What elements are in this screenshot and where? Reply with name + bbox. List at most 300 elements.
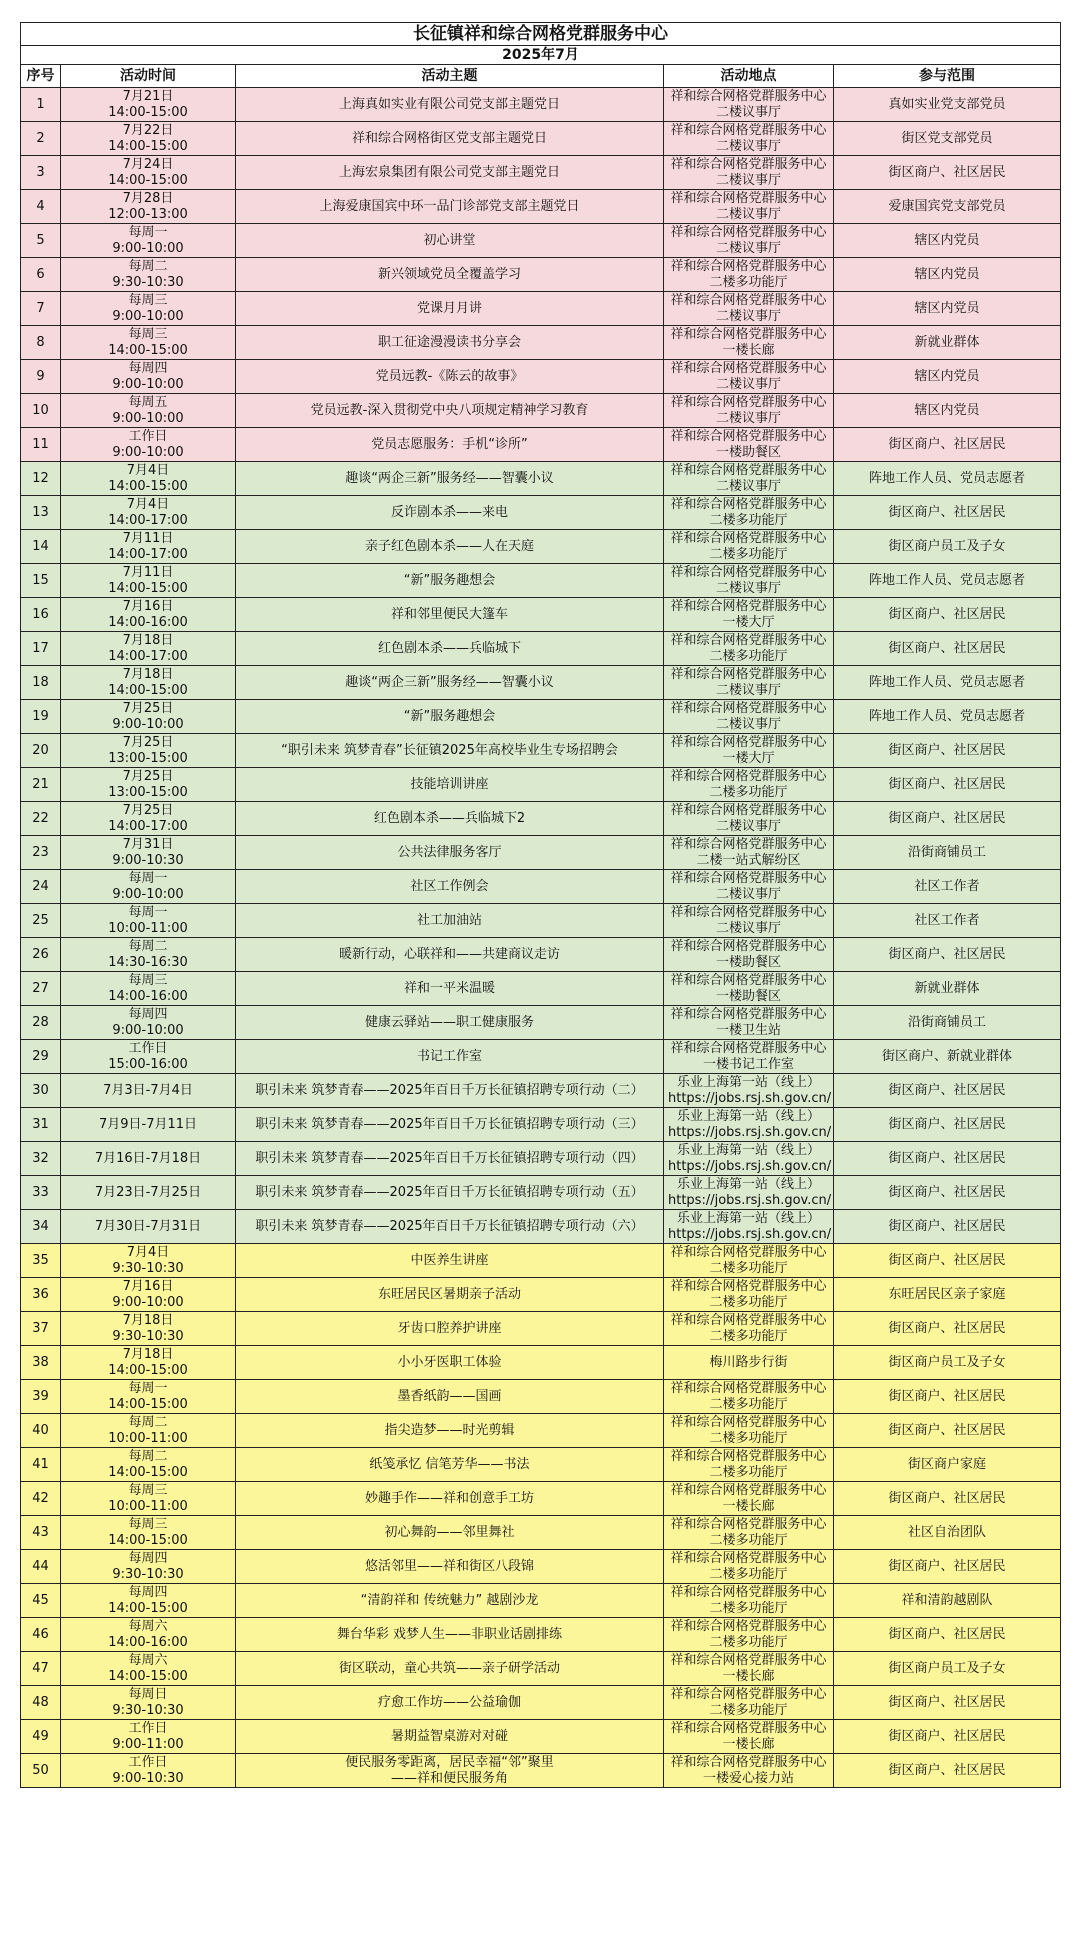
table-row bbox=[21, 938, 1061, 972]
cell-no: 3 bbox=[21, 156, 61, 190]
cell-place bbox=[664, 360, 834, 394]
cell-topic-line: 暑期益智桌游对对碰 bbox=[390, 1728, 508, 1744]
cell-time-line: 7月16日 bbox=[122, 598, 174, 614]
cell-topic-line: 小小牙医职工体验 bbox=[397, 1354, 502, 1370]
cell-topic bbox=[236, 496, 664, 530]
cell-topic bbox=[236, 1652, 664, 1686]
cell-scope: 沿街商铺员工 bbox=[834, 1006, 1061, 1040]
cell-scope: 街区商户、社区居民 bbox=[834, 768, 1061, 802]
cell-scope: 街区商户、新就业群体 bbox=[834, 1040, 1061, 1074]
cell-topic-line: 红色剧本杀——兵临城下2 bbox=[373, 810, 526, 826]
cell-place-line: 二楼议事厅 bbox=[715, 716, 781, 732]
table-row bbox=[21, 1040, 1061, 1074]
cell-place-line: 一楼助餐区 bbox=[715, 988, 781, 1004]
cell-place-line: 二楼多功能厅 bbox=[709, 648, 788, 664]
cell-topic bbox=[236, 258, 664, 292]
cell-place-line: 祥和综合网格党群服务中心 bbox=[670, 666, 827, 682]
schedule-sheet bbox=[20, 22, 1060, 1788]
cell-no: 45 bbox=[21, 1584, 61, 1618]
cell-topic bbox=[236, 564, 664, 598]
cell-no: 12 bbox=[21, 462, 61, 496]
cell-time bbox=[61, 1550, 236, 1584]
cell-place-line: 祥和综合网格党群服务中心 bbox=[670, 802, 827, 818]
cell-place-line: 一楼长廊 bbox=[722, 1736, 775, 1752]
cell-topic bbox=[236, 462, 664, 496]
cell-no: 21 bbox=[21, 768, 61, 802]
table-row bbox=[21, 904, 1061, 938]
cell-time bbox=[61, 938, 236, 972]
cell-no: 2 bbox=[21, 122, 61, 156]
table-row bbox=[21, 1584, 1061, 1618]
cell-place bbox=[664, 292, 834, 326]
table-row bbox=[21, 1380, 1061, 1414]
cell-place-line: 乐业上海第一站（线上） bbox=[676, 1074, 820, 1090]
cell-time bbox=[61, 496, 236, 530]
cell-place-line: 梅川路步行街 bbox=[709, 1354, 788, 1370]
cell-time bbox=[61, 1346, 236, 1380]
cell-time-line: 7月31日 bbox=[122, 836, 174, 852]
cell-topic bbox=[236, 1244, 664, 1278]
header-topic: 活动主题 bbox=[236, 65, 664, 88]
cell-topic-line: 职引未来 筑梦青春——2025年百日千万长征镇招聘专项行动（五） bbox=[255, 1184, 644, 1200]
cell-time-line: 10:00-11:00 bbox=[108, 1430, 188, 1446]
cell-time bbox=[61, 1618, 236, 1652]
cell-scope: 街区商户、社区居民 bbox=[834, 734, 1061, 768]
table-row bbox=[21, 768, 1061, 802]
cell-topic-line: 健康云驿站——职工健康服务 bbox=[364, 1014, 534, 1030]
cell-time-line: 14:00-15:00 bbox=[108, 1600, 188, 1616]
cell-place-line: 乐业上海第一站（线上） bbox=[676, 1176, 820, 1192]
cell-place-line: 二楼多功能厅 bbox=[709, 1702, 788, 1718]
cell-place-line: 二楼多功能厅 bbox=[709, 1396, 788, 1412]
cell-time-line: 7月4日 bbox=[126, 462, 170, 478]
cell-topic bbox=[236, 768, 664, 802]
cell-scope: 社区自治团队 bbox=[834, 1516, 1061, 1550]
cell-time bbox=[61, 258, 236, 292]
cell-place-line: 二楼议事厅 bbox=[715, 172, 781, 188]
cell-topic-line: 祥和一平米温暖 bbox=[403, 980, 495, 996]
cell-topic bbox=[236, 1720, 664, 1754]
cell-no: 17 bbox=[21, 632, 61, 666]
cell-scope: 街区商户员工及子女 bbox=[834, 530, 1061, 564]
cell-place-line: 一楼卫生站 bbox=[715, 1022, 781, 1038]
cell-place bbox=[664, 88, 834, 122]
cell-place bbox=[664, 1448, 834, 1482]
cell-time-line: 7月18日 bbox=[122, 666, 174, 682]
cell-time-line: 9:00-10:00 bbox=[112, 308, 184, 324]
cell-topic-line: 书记工作室 bbox=[416, 1048, 482, 1064]
cell-no: 19 bbox=[21, 700, 61, 734]
cell-topic bbox=[236, 1142, 664, 1176]
cell-time bbox=[61, 530, 236, 564]
table-row bbox=[21, 1414, 1061, 1448]
cell-place-line: 一楼书记工作室 bbox=[702, 1056, 794, 1072]
cell-time-line: 14:00-15:00 bbox=[108, 342, 188, 358]
cell-place bbox=[664, 1618, 834, 1652]
cell-place bbox=[664, 734, 834, 768]
cell-no: 30 bbox=[21, 1074, 61, 1108]
cell-place-line: 二楼多功能厅 bbox=[709, 546, 788, 562]
cell-time-line: 9:00-10:00 bbox=[112, 444, 184, 460]
cell-topic-line: 趣谈“两企三新”服务经——智囊小议 bbox=[345, 470, 554, 486]
cell-topic bbox=[236, 802, 664, 836]
cell-topic-line: 红色剧本杀——兵临城下 bbox=[377, 640, 521, 656]
cell-no: 13 bbox=[21, 496, 61, 530]
cell-topic-line: 公共法律服务客厅 bbox=[397, 844, 502, 860]
cell-topic bbox=[236, 1584, 664, 1618]
cell-topic-line: 趣谈“两企三新”服务经——智囊小议 bbox=[345, 674, 554, 690]
table-row bbox=[21, 394, 1061, 428]
cell-no: 4 bbox=[21, 190, 61, 224]
cell-topic-line: 新兴领域党员全覆盖学习 bbox=[377, 266, 521, 282]
cell-no: 50 bbox=[21, 1754, 61, 1788]
cell-place bbox=[664, 428, 834, 462]
cell-topic bbox=[236, 1686, 664, 1720]
cell-place-line: 祥和综合网格党群服务中心 bbox=[670, 1550, 827, 1566]
cell-time-line: 7月25日 bbox=[122, 802, 174, 818]
cell-place bbox=[664, 1210, 834, 1244]
table-title: 长征镇祥和综合网格党群服务中心 bbox=[21, 23, 1061, 46]
cell-place-line: 二楼议事厅 bbox=[715, 818, 781, 834]
cell-topic bbox=[236, 394, 664, 428]
cell-time-line: 14:00-15:00 bbox=[108, 682, 188, 698]
cell-scope: 阵地工作人员、党员志愿者 bbox=[834, 462, 1061, 496]
cell-no: 49 bbox=[21, 1720, 61, 1754]
cell-time bbox=[61, 904, 236, 938]
table-row bbox=[21, 496, 1061, 530]
cell-time bbox=[61, 224, 236, 258]
cell-time-line: 9:00-10:30 bbox=[112, 852, 184, 868]
cell-time-line: 每周四 bbox=[128, 1584, 168, 1600]
cell-time-line: 9:00-11:00 bbox=[112, 1736, 184, 1752]
cell-scope: 街区商户、社区居民 bbox=[834, 1720, 1061, 1754]
cell-place-line: 祥和综合网格党群服务中心 bbox=[670, 224, 827, 240]
cell-topic-line: 亲子红色剧本杀——人在天庭 bbox=[364, 538, 534, 554]
table-row bbox=[21, 1312, 1061, 1346]
cell-topic bbox=[236, 1516, 664, 1550]
cell-time-line: 每周二 bbox=[128, 938, 168, 954]
cell-no: 10 bbox=[21, 394, 61, 428]
cell-no: 27 bbox=[21, 972, 61, 1006]
cell-no: 39 bbox=[21, 1380, 61, 1414]
cell-place-line: 二楼多功能厅 bbox=[709, 512, 788, 528]
cell-time bbox=[61, 360, 236, 394]
cell-place-line: 二楼议事厅 bbox=[715, 410, 781, 426]
table-row bbox=[21, 1652, 1061, 1686]
cell-place bbox=[664, 190, 834, 224]
cell-topic-line: 党课月月讲 bbox=[416, 300, 482, 316]
cell-place bbox=[664, 1346, 834, 1380]
cell-time bbox=[61, 190, 236, 224]
table-row bbox=[21, 1550, 1061, 1584]
cell-no: 47 bbox=[21, 1652, 61, 1686]
cell-topic-line: 技能培训讲座 bbox=[410, 776, 489, 792]
cell-topic bbox=[236, 88, 664, 122]
cell-topic bbox=[236, 1448, 664, 1482]
cell-place-line: 祥和综合网格党群服务中心 bbox=[670, 156, 827, 172]
table-subtitle: 2025年7月 bbox=[21, 46, 1061, 65]
cell-no: 34 bbox=[21, 1210, 61, 1244]
cell-time bbox=[61, 1142, 236, 1176]
cell-scope: 祥和清韵越剧队 bbox=[834, 1584, 1061, 1618]
cell-no: 31 bbox=[21, 1108, 61, 1142]
cell-topic-line: 街区联动，童心共筑——亲子研学活动 bbox=[338, 1660, 560, 1676]
cell-topic bbox=[236, 1380, 664, 1414]
cell-no: 36 bbox=[21, 1278, 61, 1312]
cell-time-line: 14:00-15:00 bbox=[108, 1532, 188, 1548]
cell-place bbox=[664, 1380, 834, 1414]
cell-place-line: 一楼大厅 bbox=[722, 750, 775, 766]
cell-topic-line: 上海宏泉集团有限公司党支部主题党日 bbox=[338, 164, 560, 180]
cell-place-line: 二楼议事厅 bbox=[715, 376, 781, 392]
cell-time-line: 工作日 bbox=[128, 1720, 168, 1736]
cell-place-line: 二楼议事厅 bbox=[715, 886, 781, 902]
cell-time-line: 7月22日 bbox=[122, 122, 174, 138]
cell-scope: 辖区内党员 bbox=[834, 292, 1061, 326]
cell-place bbox=[664, 666, 834, 700]
cell-place-line: 一楼助餐区 bbox=[715, 444, 781, 460]
cell-time-line: 7月25日 bbox=[122, 768, 174, 784]
cell-no: 8 bbox=[21, 326, 61, 360]
cell-place-line: 二楼多功能厅 bbox=[709, 1260, 788, 1276]
cell-time bbox=[61, 1312, 236, 1346]
cell-no: 44 bbox=[21, 1550, 61, 1584]
cell-scope: 街区商户、社区居民 bbox=[834, 1686, 1061, 1720]
cell-no: 38 bbox=[21, 1346, 61, 1380]
cell-no: 11 bbox=[21, 428, 61, 462]
cell-scope: 新就业群体 bbox=[834, 326, 1061, 360]
cell-time-line: 每周一 bbox=[128, 904, 168, 920]
cell-time-line: 9:00-10:00 bbox=[112, 410, 184, 426]
cell-scope: 辖区内党员 bbox=[834, 224, 1061, 258]
cell-no: 15 bbox=[21, 564, 61, 598]
cell-scope: 社区工作者 bbox=[834, 870, 1061, 904]
cell-place bbox=[664, 496, 834, 530]
cell-no: 48 bbox=[21, 1686, 61, 1720]
cell-time-line: 7月4日 bbox=[126, 1244, 170, 1260]
table-row bbox=[21, 224, 1061, 258]
cell-no: 29 bbox=[21, 1040, 61, 1074]
cell-no: 42 bbox=[21, 1482, 61, 1516]
cell-time bbox=[61, 1040, 236, 1074]
table-row bbox=[21, 292, 1061, 326]
table-row bbox=[21, 1516, 1061, 1550]
cell-topic-line: 职引未来 筑梦青春——2025年百日千万长征镇招聘专项行动（六） bbox=[255, 1218, 644, 1234]
cell-place-line: 二楼议事厅 bbox=[715, 104, 781, 120]
cell-scope: 街区商户、社区居民 bbox=[834, 1176, 1061, 1210]
cell-place-line: 祥和综合网格党群服务中心 bbox=[670, 700, 827, 716]
cell-place-line: 一楼爱心接力站 bbox=[702, 1770, 794, 1786]
cell-time-line: 7月23日-7月25日 bbox=[94, 1184, 202, 1200]
cell-place bbox=[664, 1754, 834, 1788]
cell-time-line: 10:00-11:00 bbox=[108, 1498, 188, 1514]
cell-no: 25 bbox=[21, 904, 61, 938]
cell-topic-line: 便民服务零距离，居民幸福“邻”聚里 bbox=[345, 1754, 554, 1770]
cell-topic bbox=[236, 870, 664, 904]
cell-scope: 街区商户、社区居民 bbox=[834, 1142, 1061, 1176]
cell-time bbox=[61, 802, 236, 836]
cell-topic bbox=[236, 1040, 664, 1074]
cell-scope: 街区商户、社区居民 bbox=[834, 1244, 1061, 1278]
cell-topic bbox=[236, 1618, 664, 1652]
cell-time-line: 7月9日-7月11日 bbox=[98, 1116, 198, 1132]
cell-topic bbox=[236, 530, 664, 564]
cell-scope: 真如实业党支部党员 bbox=[834, 88, 1061, 122]
cell-place-line: 祥和综合网格党群服务中心 bbox=[670, 768, 827, 784]
cell-place bbox=[664, 224, 834, 258]
cell-no: 6 bbox=[21, 258, 61, 292]
activity-table bbox=[20, 22, 1061, 1788]
cell-place-line: https://jobs.rsj.sh.gov.cn/ bbox=[668, 1226, 832, 1242]
cell-place-line: 一楼长廊 bbox=[722, 342, 775, 358]
cell-topic-line: 初心舞韵——邻里舞社 bbox=[384, 1524, 515, 1540]
cell-place-line: 祥和综合网格党群服务中心 bbox=[670, 122, 827, 138]
cell-topic-line: 祥和综合网格街区党支部主题党日 bbox=[351, 130, 547, 146]
cell-time bbox=[61, 1176, 236, 1210]
cell-time-line: 工作日 bbox=[128, 1040, 168, 1056]
cell-topic bbox=[236, 836, 664, 870]
cell-time-line: 9:00-10:00 bbox=[112, 886, 184, 902]
cell-time bbox=[61, 1108, 236, 1142]
table-row bbox=[21, 1108, 1061, 1142]
cell-no: 24 bbox=[21, 870, 61, 904]
cell-topic bbox=[236, 1754, 664, 1788]
cell-scope: 社区工作者 bbox=[834, 904, 1061, 938]
cell-place-line: 祥和综合网格党群服务中心 bbox=[670, 1040, 827, 1056]
cell-time-line: 9:30-10:30 bbox=[112, 1260, 184, 1276]
cell-time bbox=[61, 564, 236, 598]
cell-topic-line: 初心讲堂 bbox=[423, 232, 476, 248]
cell-scope: 街区商户家庭 bbox=[834, 1448, 1061, 1482]
cell-place-line: 祥和综合网格党群服务中心 bbox=[670, 1312, 827, 1328]
cell-place-line: 祥和综合网格党群服务中心 bbox=[670, 1482, 827, 1498]
cell-time bbox=[61, 700, 236, 734]
cell-place-line: 祥和综合网格党群服务中心 bbox=[670, 632, 827, 648]
cell-place-line: 祥和综合网格党群服务中心 bbox=[670, 1516, 827, 1532]
cell-time-line: 9:00-10:00 bbox=[112, 1294, 184, 1310]
cell-time-line: 15:00-16:00 bbox=[108, 1056, 188, 1072]
cell-time bbox=[61, 122, 236, 156]
cell-time-line: 14:00-16:00 bbox=[108, 988, 188, 1004]
cell-place-line: 祥和综合网格党群服务中心 bbox=[670, 1006, 827, 1022]
table-row bbox=[21, 598, 1061, 632]
cell-topic bbox=[236, 938, 664, 972]
cell-topic-line: 祥和邻里便民大篷车 bbox=[390, 606, 508, 622]
cell-time bbox=[61, 292, 236, 326]
cell-time bbox=[61, 768, 236, 802]
cell-place-line: https://jobs.rsj.sh.gov.cn/ bbox=[668, 1124, 832, 1140]
cell-place-line: 祥和综合网格党群服务中心 bbox=[670, 870, 827, 886]
cell-place-line: 祥和综合网格党群服务中心 bbox=[670, 938, 827, 954]
table-row bbox=[21, 1482, 1061, 1516]
cell-place bbox=[664, 1244, 834, 1278]
cell-topic bbox=[236, 122, 664, 156]
cell-place bbox=[664, 1482, 834, 1516]
cell-place-line: 一楼长廊 bbox=[722, 1668, 775, 1684]
cell-topic-line: 上海真如实业有限公司党支部主题党日 bbox=[338, 96, 560, 112]
cell-time bbox=[61, 1414, 236, 1448]
cell-place bbox=[664, 700, 834, 734]
cell-no: 16 bbox=[21, 598, 61, 632]
cell-time bbox=[61, 462, 236, 496]
cell-time bbox=[61, 88, 236, 122]
cell-time-line: 9:30-10:30 bbox=[112, 1328, 184, 1344]
table-body bbox=[21, 88, 1061, 1788]
cell-topic bbox=[236, 360, 664, 394]
cell-place bbox=[664, 1550, 834, 1584]
cell-time bbox=[61, 666, 236, 700]
cell-place-line: 祥和综合网格党群服务中心 bbox=[670, 428, 827, 444]
cell-topic-line: 妙趣手作——祥和创意手工坊 bbox=[364, 1490, 534, 1506]
cell-place bbox=[664, 564, 834, 598]
cell-topic-line: 牙齿口腔养护讲座 bbox=[397, 1320, 502, 1336]
cell-place bbox=[664, 1006, 834, 1040]
cell-place-line: 二楼议事厅 bbox=[715, 682, 781, 698]
cell-time bbox=[61, 1244, 236, 1278]
cell-place-line: 二楼多功能厅 bbox=[709, 1464, 788, 1480]
cell-time bbox=[61, 598, 236, 632]
cell-time-line: 7月30日-7月31日 bbox=[94, 1218, 202, 1234]
cell-scope: 街区商户、社区居民 bbox=[834, 1380, 1061, 1414]
cell-no: 14 bbox=[21, 530, 61, 564]
cell-time-line: 每周三 bbox=[128, 1516, 168, 1532]
table-row bbox=[21, 1720, 1061, 1754]
cell-place-line: 祥和综合网格党群服务中心 bbox=[670, 326, 827, 342]
cell-topic-line: 党员远教-《陈云的故事》 bbox=[375, 368, 524, 384]
cell-time-line: 14:00-17:00 bbox=[108, 818, 188, 834]
table-row bbox=[21, 326, 1061, 360]
table-row bbox=[21, 802, 1061, 836]
cell-time-line: 9:00-10:00 bbox=[112, 376, 184, 392]
cell-time-line: 13:00-15:00 bbox=[108, 784, 188, 800]
cell-no: 23 bbox=[21, 836, 61, 870]
cell-place-line: 祥和综合网格党群服务中心 bbox=[670, 1652, 827, 1668]
cell-place-line: 祥和综合网格党群服务中心 bbox=[670, 292, 827, 308]
cell-place-line: 祥和综合网格党群服务中心 bbox=[670, 836, 827, 852]
cell-place-line: 二楼一站式解纷区 bbox=[696, 852, 801, 868]
cell-place-line: https://jobs.rsj.sh.gov.cn/ bbox=[668, 1158, 832, 1174]
cell-topic-line: 社区工作例会 bbox=[410, 878, 489, 894]
cell-scope: 街区商户、社区居民 bbox=[834, 1414, 1061, 1448]
table-row bbox=[21, 1142, 1061, 1176]
cell-place bbox=[664, 870, 834, 904]
cell-time-line: 工作日 bbox=[128, 428, 168, 444]
cell-time bbox=[61, 870, 236, 904]
cell-place bbox=[664, 802, 834, 836]
cell-time-line: 7月24日 bbox=[122, 156, 174, 172]
cell-topic bbox=[236, 428, 664, 462]
cell-topic-line: 党员远教-深入贯彻党中央八项规定精神学习教育 bbox=[310, 402, 589, 418]
cell-topic-line: 反诈剧本杀——来电 bbox=[390, 504, 508, 520]
table-row bbox=[21, 122, 1061, 156]
cell-time-line: 9:30-10:30 bbox=[112, 1702, 184, 1718]
cell-topic bbox=[236, 904, 664, 938]
cell-time bbox=[61, 326, 236, 360]
cell-place-line: 一楼助餐区 bbox=[715, 954, 781, 970]
cell-place bbox=[664, 904, 834, 938]
cell-time-line: 每周三 bbox=[128, 972, 168, 988]
table-row bbox=[21, 88, 1061, 122]
cell-topic-line: 上海爱康国宾中环一品门诊部党支部主题党日 bbox=[319, 198, 580, 214]
cell-place bbox=[664, 972, 834, 1006]
header-place: 活动地点 bbox=[664, 65, 834, 88]
cell-scope: 辖区内党员 bbox=[834, 394, 1061, 428]
cell-time-line: 10:00-11:00 bbox=[108, 920, 188, 936]
cell-place-line: 乐业上海第一站（线上） bbox=[676, 1210, 820, 1226]
cell-place-line: 祥和综合网格党群服务中心 bbox=[670, 1244, 827, 1260]
cell-time bbox=[61, 1652, 236, 1686]
cell-no: 41 bbox=[21, 1448, 61, 1482]
